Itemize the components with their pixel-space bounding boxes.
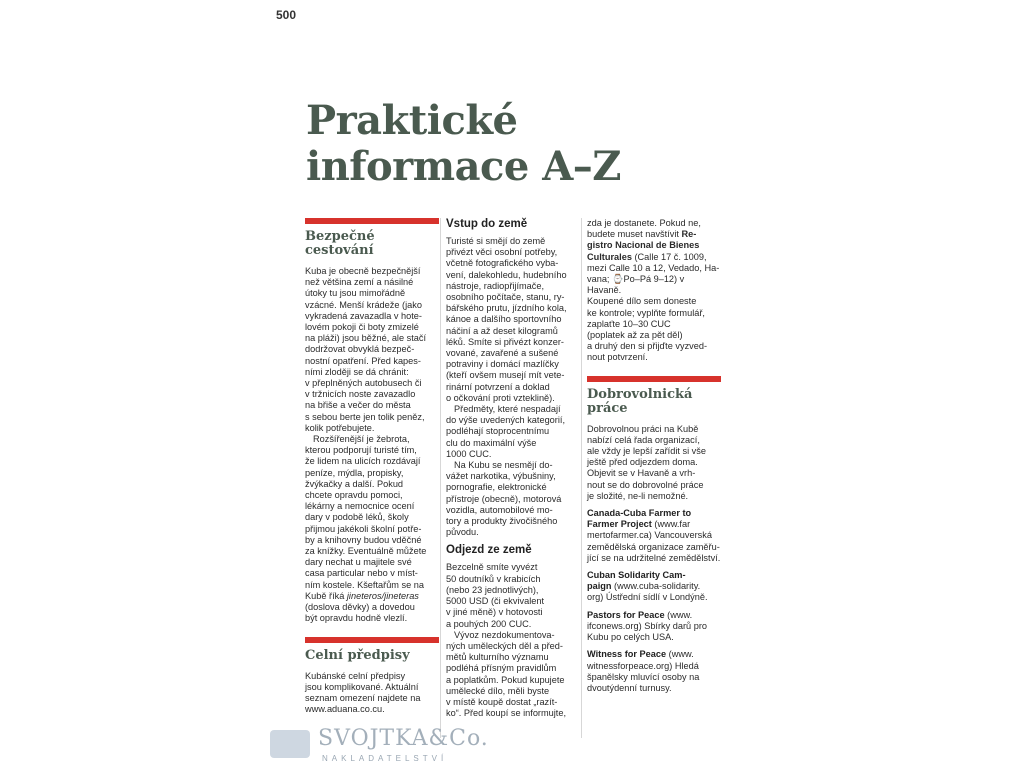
paragraph: Turisté si smějí do země přivézt věci osobní potřeby, včetně fotografického vyba- vení, dalekohledu, hudebního nástroje, radiopřijímače, osobního počítače, stanu, ry- bářského prutu, jízdního kola, kánoe a dalšího sportovního náčiní a až deset kilogramů léků. Smíte si přivézt konzer- vované, zavařené a sušené potraviny i domácí mazlíčky (kteří ovšem musejí mít vete- rinární potvrzení a doklad o očkování proti vzteklině).: [446, 236, 567, 403]
section-rule: [305, 218, 439, 224]
spacer: [305, 625, 439, 637]
column-2: [446, 218, 580, 719]
organization-text: (www.far mertofarmer.ca) Vancouverská zemědělská organizace zaměřu- jící se na udržitelné zemědělství.: [587, 519, 721, 563]
paragraph: [305, 434, 439, 624]
watermark-brand: SVOJTKA&Co.: [318, 726, 489, 751]
paragraph: Vývoz nezdokumentova- ných uměleckých děl a před- mětů kulturního významu podléhá přísným pravidlům a poplatkům. Pokud kupujete umělecké dílo, měli byste v místě koupě dostat „razít- ko“. Před koupí se informujte,: [446, 629, 567, 719]
paragraph: Dobrovolnou práci na Kubě nabízí celá řada organizací, ale vždy je lepší zařídit si vše ještě před odjezdem doma. Objevit se v Havaně a vrh- nout se do dobrovolné práce je složité, ne-li nemožné.: [587, 423, 706, 501]
heading-departure: Odjezd ze země: [446, 544, 532, 557]
heading-volunteering: Dobrovolnická práce: [587, 386, 693, 416]
organization-entry: [587, 610, 721, 644]
column-divider: [581, 218, 582, 738]
organization-entry: [587, 570, 721, 604]
heading-customs: Celní předpisy: [305, 647, 410, 663]
organization-entry: [587, 649, 721, 694]
section-rule: [305, 637, 439, 643]
organization-name: Pastors for Peace: [587, 609, 665, 620]
organization-name: Canada-Cuba Farmer to Farmer Project: [587, 508, 692, 530]
watermark-subtitle: NAKLADATELSTVÍ: [322, 754, 448, 763]
paragraph-text: zda je dostanete. Pokud ne, budete muset navštívit: [587, 218, 701, 240]
organization-entry: [587, 508, 721, 564]
page-number: 500: [276, 8, 297, 22]
bold-text: Re- gistro Nacional de Bienes Culturales: [587, 229, 700, 262]
paragraph-text: (doslova děvky) a dovedou být opravdu hodně vlezlí.: [305, 602, 415, 624]
paragraph: [587, 218, 721, 364]
paragraph-text: Rozšířenější je žebrota, kterou podporují turisté tím, že lidem na ulicích rozdávají peníze, mýdla, propisky, žvýkačky a další. Pokud chcete opravdu pomoci, lékárny a nemocnice ocení dary v podobě léků, školy přijmou jakékoli školní potře- by a knihovny budou vděčné za knížky. Eventuálně můžete dary nechat u majitele své casa particular nebo v míst- ním kostele. Kšeftařům se na Kubě říká: [305, 434, 427, 601]
paragraph-text: (Calle 17 č. 1009, mezi Calle 10 a 12, Vedado, Ha- vana; ⌚Po–Pá 9–12) v Havaně. Koupené dílo sem doneste ke kontrole; vyplňte formulář, zaplaťte 10–30 CUC (poplatek až za pět děl) a druhý den si přijďte vyzved- nout potvrzení.: [587, 251, 720, 363]
paragraph: Předměty, které nespadají do výše uvedených kategorií, podléhají stoprocentnímu clu do maximální výše 1000 CUC.: [446, 404, 565, 459]
spacer: [587, 364, 721, 376]
column-3: [587, 218, 721, 694]
organization-name: Cuban Solidarity Cam- paign: [587, 570, 686, 592]
organization-text: (www. witnessforpeace.org) Hledá španělsky mluvící osoby na dvoutýdenní turnusy.: [587, 649, 700, 693]
heading-safe-travel: Bezpečné cestování: [305, 229, 375, 258]
heading-entry: Vstup do země: [446, 218, 528, 230]
organization-text: (www.cuba-solidarity. org) Ústřední sídlí v Londýně.: [587, 581, 708, 603]
paragraph: Kuba je obecně bezpečnější než většina zemí a násilné útoky tu jsou mimořádně vzácné. Menší krádeže (jako vykradená zavazadla v hote- lovém pokoji či boty zmizelé na pláži) jsou běžné, ale stačí dodržovat obvyklá bezpeč- nostní opatření. Před kapes- ními zloději se dá chránit: v přeplněných autobusech či v tržnicích noste zavazadlo na břiše a večer do města s sebou berte jen tolik peněz, kolik potřebujete.: [305, 266, 427, 433]
publisher-watermark: [270, 726, 489, 766]
paragraph: Kubánské celní předpisy jsou komplikované. Aktuální seznam omezení najdete na www.aduana.co.cu.: [305, 670, 421, 715]
page-title: Praktické informace A–Z: [306, 97, 621, 190]
column-1: [305, 218, 439, 715]
paragraph: Bezcelně smíte vyvézt 50 doutníků v krabicích (nebo 23 jednotlivých), 5000 USD (či ekvivalent v jiné měně) v hotovosti a pouhých 200 CUC.: [446, 562, 545, 629]
emphasis-text: jineteros/jineteras: [346, 590, 419, 601]
section-rule: [587, 376, 721, 382]
paragraph: Na Kubu se nesmějí do- vážet narkotika, výbušniny, pornografie, elektronické přístroje (obecně), motorová vozidla, automobilové mo- tory a produkty živočišného původu.: [446, 460, 562, 538]
organization-name: Witness for Peace: [587, 649, 667, 660]
book-logo-icon: [270, 730, 310, 758]
organization-text: (www. ifconews.org) Sbírky darů pro Kubu po celých USA.: [587, 609, 707, 643]
column-divider: [440, 218, 441, 738]
